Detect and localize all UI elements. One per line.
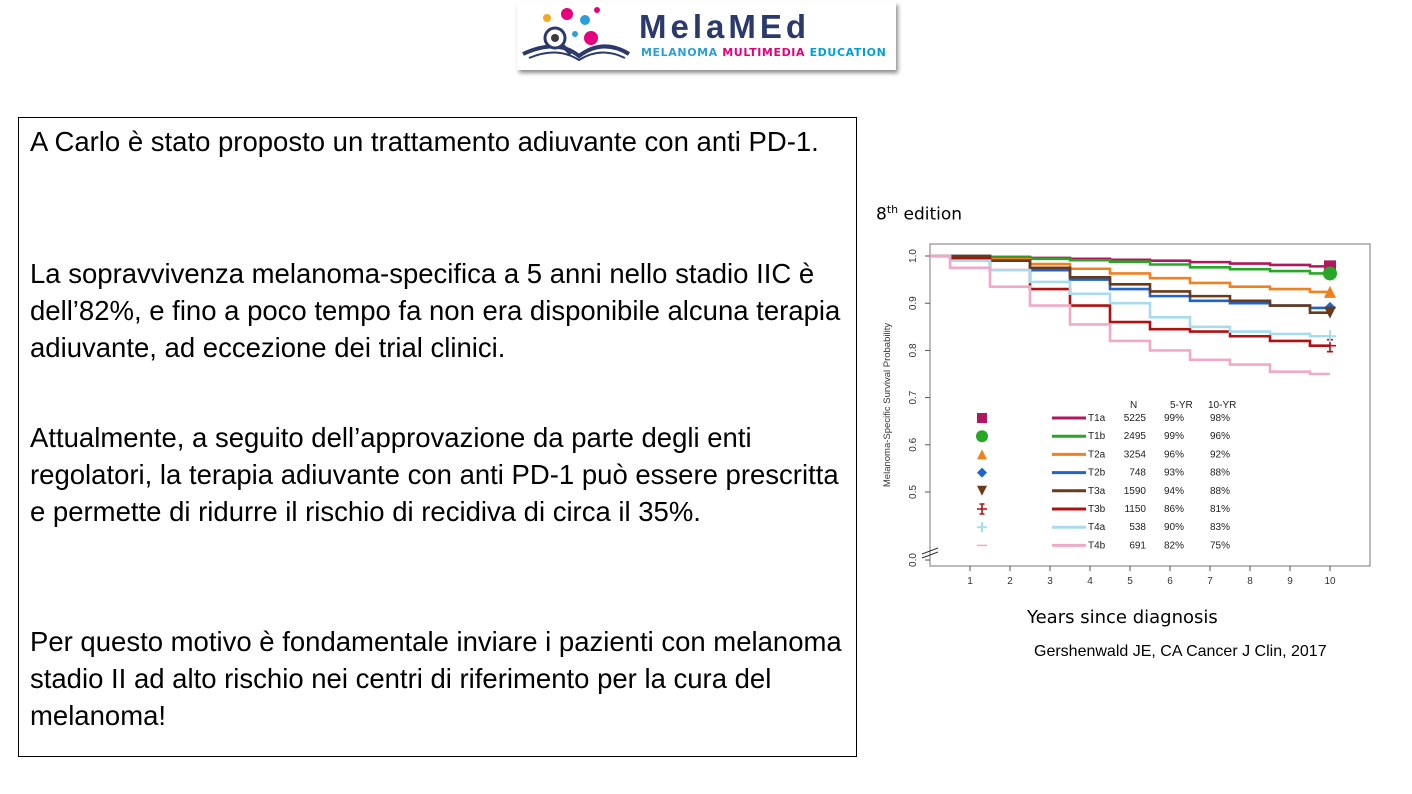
legend-5yr: 86% xyxy=(1163,504,1184,515)
y-tick-label: 0.0 xyxy=(908,553,919,567)
logo-title: MelaMEd xyxy=(639,8,811,45)
legend-5yr: 94% xyxy=(1163,485,1184,497)
logo-dot-4 xyxy=(594,7,600,13)
y-tick-label: 0.7 xyxy=(908,390,919,405)
legend-label: T3a xyxy=(1088,485,1106,497)
x-tick-label: 3 xyxy=(1047,576,1053,587)
edition-number: 8 xyxy=(876,204,887,225)
logo-dot-5 xyxy=(584,31,598,45)
survival-chart xyxy=(872,238,1372,598)
legend-label: T2b xyxy=(1088,467,1106,479)
legend-10yr: 75% xyxy=(1209,540,1230,552)
legend-5yr: 99% xyxy=(1163,413,1184,424)
paragraph-1: A Carlo è stato proposto un trattamento adiuvante con anti PD-1. xyxy=(30,126,819,157)
legend-header: 10-YR xyxy=(1208,400,1237,411)
legend-label: T2a xyxy=(1088,449,1106,461)
legend-10yr: 83% xyxy=(1209,522,1230,534)
x-tick-label: 10 xyxy=(1324,576,1336,587)
legend-n: 691 xyxy=(1129,540,1146,552)
text-box xyxy=(18,117,857,757)
marker-t4a xyxy=(977,522,987,532)
x-axis-label: Years since diagnosis xyxy=(1027,607,1218,628)
legend-5yr: 96% xyxy=(1163,449,1184,461)
legend-5yr: 90% xyxy=(1163,522,1184,534)
marker-t2b xyxy=(977,468,987,478)
y-tick-label: 0.9 xyxy=(908,296,919,311)
legend-header: N xyxy=(1130,400,1138,411)
marker-t1b xyxy=(1323,266,1337,280)
paragraph-3: Attualmente, a seguito dell’approvazione da parte degli enti regolatori, la terapia adiuvante con anti PD-1 può essere prescritta e permette di ridurre il rischio di recidiva di circa il 35%. xyxy=(30,422,839,527)
y-tick-label: 0.8 xyxy=(908,343,919,358)
legend-5yr: 99% xyxy=(1163,431,1184,443)
legend-label: T4a xyxy=(1088,522,1106,534)
logo-subtitle-word-2: MULTIMEDIA xyxy=(722,46,806,59)
marker-t2a xyxy=(977,449,987,459)
logo-dot-6 xyxy=(572,31,578,37)
y-tick-label: 1.0 xyxy=(908,249,919,263)
legend-10yr: 92% xyxy=(1209,449,1230,461)
melamed-logo xyxy=(517,2,896,70)
edition-superscript: th xyxy=(886,203,899,216)
legend-5yr: 82% xyxy=(1163,540,1184,552)
logo-dot-2 xyxy=(561,8,573,20)
x-tick-label: 5 xyxy=(1127,576,1133,587)
edition-label xyxy=(876,203,962,225)
marker-t3b xyxy=(977,504,987,514)
citation: Gershenwald JE, CA Cancer J Clin, 2017 xyxy=(1034,643,1327,660)
legend-n: 5225 xyxy=(1123,413,1146,424)
magnifier-book-icon xyxy=(517,2,637,70)
legend-n: 3254 xyxy=(1123,449,1146,461)
x-tick-label: 7 xyxy=(1207,576,1213,587)
legend-label: T4b xyxy=(1088,540,1106,552)
legend-10yr: 88% xyxy=(1209,467,1230,479)
legend-n: 1590 xyxy=(1123,485,1146,497)
legend-label: T1b xyxy=(1088,431,1106,443)
logo-subtitle-word-3: EDUCATION xyxy=(809,46,887,59)
y-tick-label: 0.6 xyxy=(908,437,919,452)
paragraph-4: Per questo motivo è fondamentale inviare i pazienti con melanoma stadio II ad alto rischio nei centri di riferimento per la cura del melanoma! xyxy=(30,626,842,731)
legend-5yr: 93% xyxy=(1163,467,1184,479)
x-tick-label: 4 xyxy=(1087,576,1093,587)
x-tick-label: 8 xyxy=(1247,576,1253,587)
y-axis-label: Melanoma-Specific Survival Probability xyxy=(882,322,893,488)
legend-header: 5-YR xyxy=(1170,400,1193,411)
x-tick-label: 1 xyxy=(967,576,973,587)
x-tick-label: 6 xyxy=(1167,576,1173,587)
marker-t1b xyxy=(976,430,988,442)
legend-10yr: 88% xyxy=(1209,485,1230,497)
legend-n: 748 xyxy=(1129,467,1146,479)
legend-10yr: 96% xyxy=(1209,431,1230,443)
legend-n: 1150 xyxy=(1124,504,1146,515)
marker-t1a xyxy=(977,413,987,423)
logo-dot-1 xyxy=(543,14,551,22)
x-tick-label: 2 xyxy=(1007,576,1013,587)
legend-10yr: 81% xyxy=(1209,504,1230,515)
legend-n: 538 xyxy=(1129,522,1146,534)
paragraph-2: La sopravvivenza melanoma-specifica a 5 anni nello stadio IIC è dell’82%, e fino a poco tempo fa non era disponibile alcuna terapia adiuvante, ad eccezione dei trial clinici. xyxy=(30,258,841,363)
legend-n: 2495 xyxy=(1123,431,1146,443)
marker-t3a xyxy=(977,486,987,496)
legend-label: T3b xyxy=(1088,504,1106,515)
y-tick-label: 0.5 xyxy=(908,485,919,499)
marker-t4a xyxy=(1324,330,1336,342)
logo-dot-3 xyxy=(580,15,590,25)
x-tick-label: 9 xyxy=(1287,576,1293,587)
legend-label: T1a xyxy=(1088,413,1106,424)
edition-word: edition xyxy=(898,204,963,225)
logo-dot-7 xyxy=(551,34,559,42)
logo-subtitle xyxy=(641,46,886,59)
legend-10yr: 98% xyxy=(1209,413,1230,424)
logo-subtitle-word-1: MELANOMA xyxy=(641,46,718,59)
